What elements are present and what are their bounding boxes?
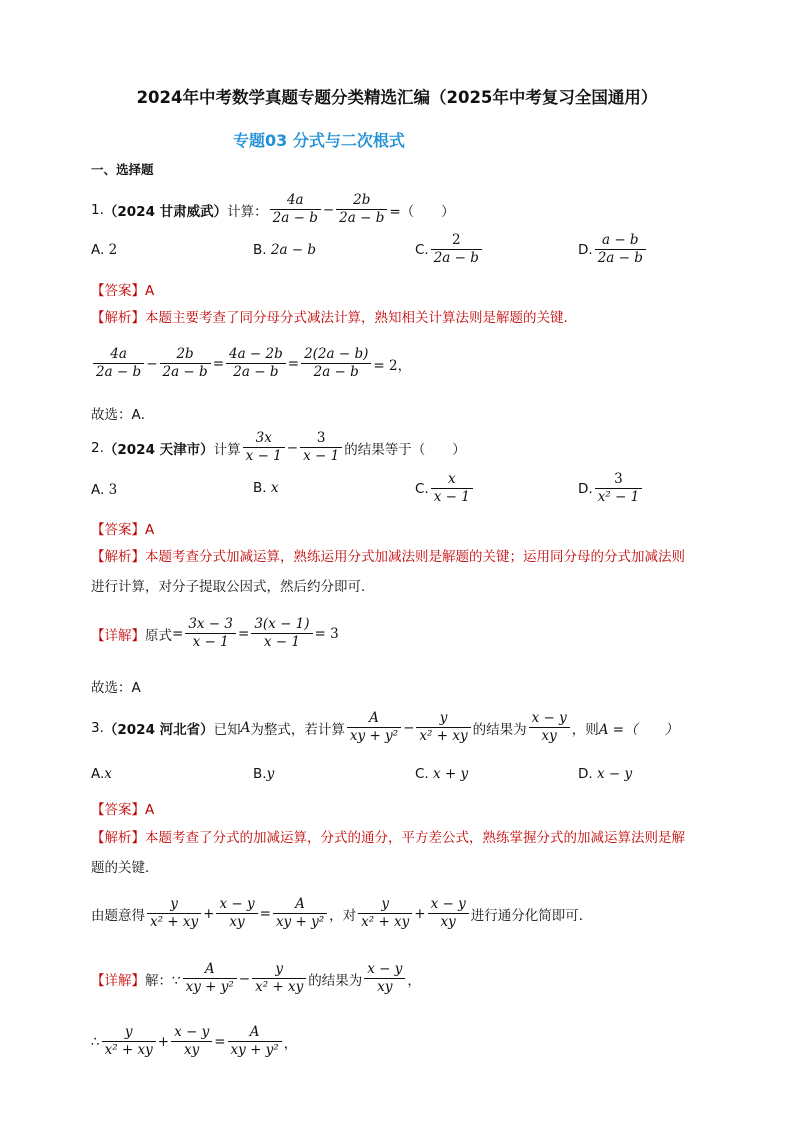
q2-option-a: A. 3 — [91, 482, 118, 498]
q2-option-b: B. x — [253, 480, 279, 496]
q1-fraction-1: $\frac{4a}{2a - b}$ — [270, 192, 321, 227]
q1-analysis: 【解析】本题主要考查了同分母分式减法计算，熟知相关计算法则是解题的关键． — [91, 310, 577, 326]
q2-source: （2024 天津市） — [103, 441, 214, 458]
q1-fraction-2: $\frac{2b}{2a - b}$ — [336, 192, 387, 227]
q2-analysis: 【解析】本题考查分式加减运算，熟练运用分式加减法则是解题的关键；运用同分母的分式加减法则 进行计算，对分子提取公因式，然后约分即可． — [91, 549, 685, 595]
q2-option-d: D. $\frac{3}{\text{x² − 1}}$ — [578, 471, 644, 506]
q1-tail: =（ ） — [389, 203, 455, 220]
q2-answer: 【答案】A — [91, 522, 155, 538]
q1-number: 1. — [91, 201, 104, 218]
q3-option-c: C. x + y — [415, 766, 469, 782]
q3-option-d: D. x − y — [578, 766, 633, 782]
q1-text: 计算： — [227, 203, 268, 220]
q1-solution-equation: $\frac{4a}{2a - b}$ − $\frac{2b}{2a - b}$ = $\frac{4a - 2b}{2a - b}$ = $\frac{2(2a - b)}{2a - b}$ = 2， — [91, 346, 411, 381]
q1-source: （2024 甘肃威武） — [103, 203, 228, 220]
q1-option-b: B. 2a − b — [253, 242, 317, 258]
q2-option-c: C. $\frac{x}{x - 1}$ — [415, 471, 475, 506]
q3-source: （2024 河北省） — [103, 721, 214, 738]
page-title: 2024年中考数学真题专题分类精选汇编（2025年中考复习全国通用） — [136, 88, 658, 107]
q1-answer: 【答案】A — [91, 283, 155, 299]
section-heading: 一、选择题 — [91, 162, 154, 177]
q1-choose: 故选：A． — [91, 407, 155, 423]
q2-choose: 故选：A — [91, 680, 141, 696]
q3-answer: 【答案】A — [91, 802, 155, 818]
minus-sign: − — [322, 201, 335, 218]
q1-option-a: A. 2 — [91, 242, 118, 258]
topic-title: 专题03 分式与二次根式 — [233, 131, 405, 150]
q3-detail: 【详解】 解：∵ $\frac{A}{\text{xy + y²}}$ − $\frac{y}{\text{x² + xy}}$ 的结果为 $\frac{x - y}{xy}$ ， — [91, 961, 421, 995]
q3-therefore: ∴ $\frac{y}{\text{x² + xy}}$ + $\frac{x - y}{xy}$ = $\frac{A}{\text{xy + y²}}$ ， — [91, 1024, 298, 1058]
q1-option-d: D. $\frac{a - b}{2a - b}$ — [578, 232, 648, 267]
q2-detail: 【详解】 原式 = $\frac{3x - 3}{x - 1}$ = $\frac{3(x - 1)}{x - 1}$ = 3 — [91, 616, 339, 650]
q1-stem — [91, 192, 455, 227]
q1-option-c: C. $\frac{2}{2a - b}$ — [415, 232, 484, 267]
q3-stem: 3. （2024 河北省） 已知 A 为整式，若计算 $\frac{A}{\text{xy + y²}}$ − $\frac{y}{\text{x² + xy}}$ 的结果为 $\frac{x - y}{xy}$ ，则 A =（ ） — [91, 710, 679, 744]
q3-option-a: A.x — [91, 766, 112, 782]
q2-stem: 2. （2024 天津市） 计算 $\frac{3x}{x - 1}$ − $\frac{3}{x - 1}$ 的结果等于（ ） — [91, 430, 466, 464]
q3-reasoning: 由题意得 $\frac{y}{\text{x² + xy}}$ + $\frac{x - y}{xy}$ = $\frac{A}{\text{xy + y²}}$ ，对 $\frac{y}{\text{x² + xy}}$ + $\frac{x - y}{xy}$ 进行通分化简即可． — [91, 896, 593, 930]
q3-option-b: B.y — [253, 766, 275, 782]
q3-analysis: 【解析】本题考查了分式的加减运算，分式的通分，平方差公式，熟练掌握分式的加减运算法则是解 题的关键． — [91, 830, 685, 876]
